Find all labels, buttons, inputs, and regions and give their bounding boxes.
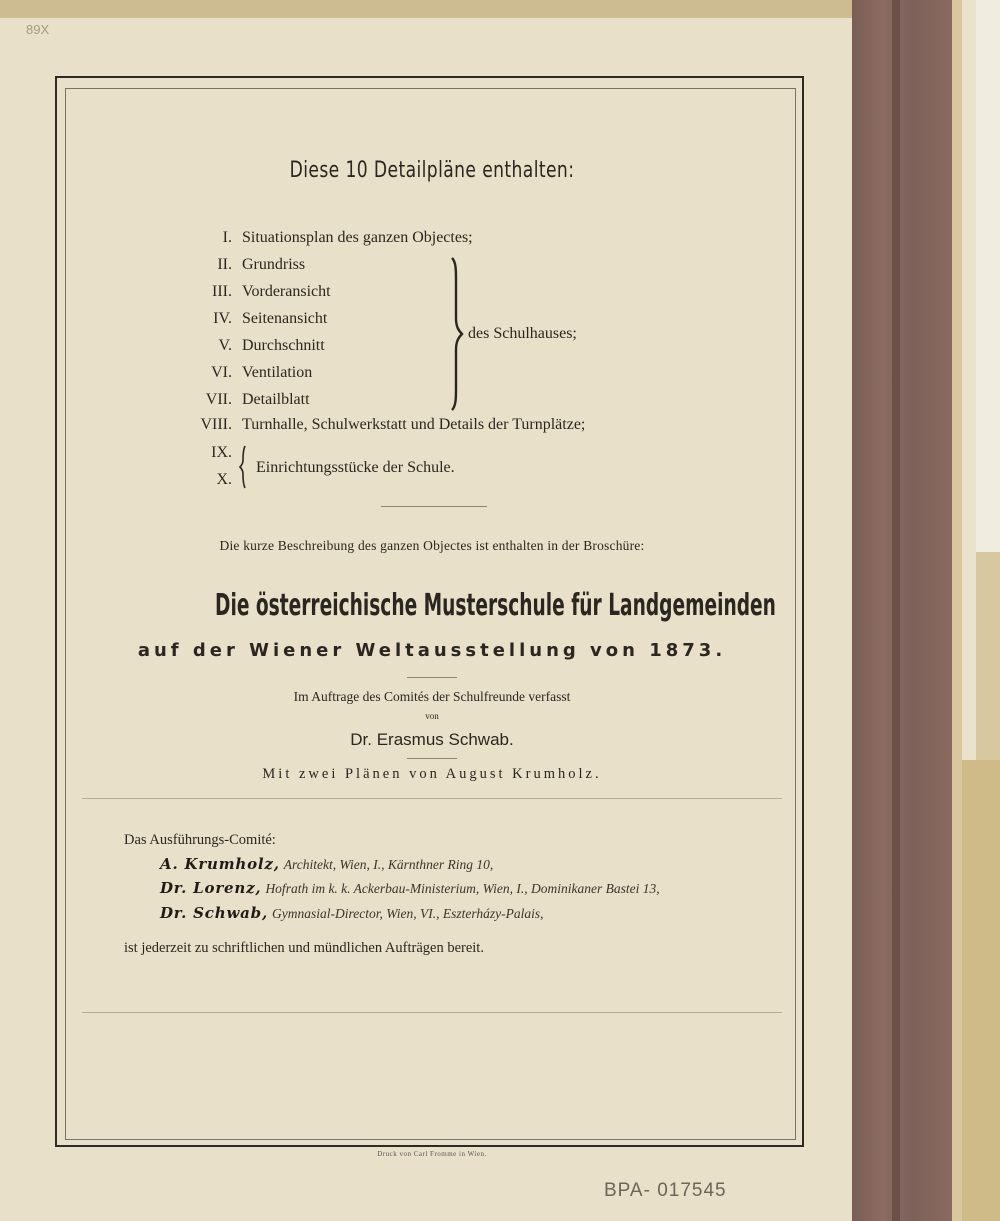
book-subtitle: auf der Wiener Weltausstellung von 1873. <box>137 640 727 661</box>
archive-id: BPA- 017545 <box>604 1180 727 1201</box>
list-item-text: Seitenansicht <box>242 310 328 327</box>
plans-note: Mit zwei Plänen von August Krumholz. <box>262 766 602 782</box>
page-flap <box>976 0 1000 552</box>
list-item-number: I. <box>222 229 232 246</box>
brochure-note: Die kurze Beschreibung des ganzen Objectes ist enthalten in der Broschüre: <box>219 538 645 553</box>
list-item-number: II. <box>217 256 232 273</box>
list-item-text: Durchschnitt <box>242 337 325 354</box>
list-item-text: Detailblatt <box>242 391 310 408</box>
list-item-number: VII. <box>205 391 232 408</box>
member-name: Dr. Schwab, <box>160 904 268 922</box>
divider <box>407 758 457 759</box>
committee-member <box>160 855 493 874</box>
member-detail: Gymnasial-Director, Wien, VI., Eszterházy-Palais, <box>272 906 544 921</box>
paper-top-edge <box>0 0 852 18</box>
committee-header: Das Ausführungs-Comité: <box>124 832 276 848</box>
divider <box>381 506 487 507</box>
author-name: Dr. Erasmus Schwab. <box>350 730 514 749</box>
member-detail: Hofrath im k. k. Ackerbau-Ministerium, Wien, I., Dominikaner Bastei 13, <box>265 881 660 896</box>
list-item-number: VIII. <box>200 416 232 433</box>
commission-note: Im Auftrage des Comités der Schulfreunde verfasst <box>293 689 571 704</box>
list-item-number: IX. <box>211 444 232 461</box>
schulhaus-group-label: des Schulhauses; <box>468 325 577 342</box>
list-item-number: X. <box>216 471 232 488</box>
corner-mark: 89X <box>26 22 50 37</box>
list-item-text: Grundriss <box>242 256 306 273</box>
member-detail: Architekt, Wien, I., Kärnthner Ring 10, <box>283 857 494 872</box>
committee-member <box>160 904 543 923</box>
member-name: Dr. Lorenz, <box>160 879 262 897</box>
section-separator <box>82 798 782 799</box>
list-item-text: Situationsplan des ganzen Objectes; <box>242 229 473 246</box>
einrichtung-brace <box>237 444 251 490</box>
divider <box>407 677 457 678</box>
page-edge-lower <box>962 760 1000 1221</box>
page-title: Diese 10 Detailpläne enthalten: <box>289 158 575 183</box>
list-item-number: VI. <box>211 364 232 381</box>
book-title: Die österreichische Musterschule für Landgemeinden <box>215 588 776 623</box>
einrichtung-group-label: Einrichtungsstücke der Schule. <box>256 459 455 476</box>
list-item-number: IV. <box>213 310 232 327</box>
committee-member <box>160 879 660 898</box>
printer-imprint: Druck von Carl Fromme in Wien. <box>377 1150 487 1158</box>
list-item-text: Turnhalle, Schulwerkstatt und Details der Turnplätze; <box>242 416 586 433</box>
closing-note: ist jederzeit zu schriftlichen und mündlichen Aufträgen bereit. <box>124 940 484 956</box>
section-separator <box>82 1012 782 1013</box>
schulhaus-brace <box>446 256 466 412</box>
list-item-text: Ventilation <box>242 364 313 381</box>
book-binding <box>852 0 952 1221</box>
list-item-number: V. <box>218 337 232 354</box>
member-name: A. Krumholz, <box>160 855 280 873</box>
binding-shadow <box>892 0 900 1221</box>
list-item-text: Vorderansicht <box>242 283 331 300</box>
von-label: von <box>425 711 439 721</box>
list-item-number: III. <box>212 283 232 300</box>
